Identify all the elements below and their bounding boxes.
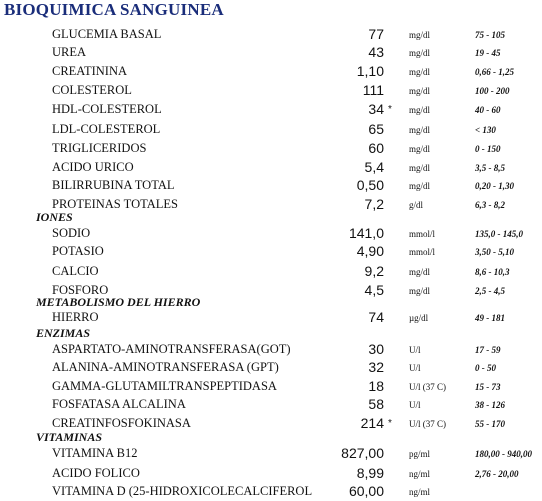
result-row	[0, 81, 542, 99]
test-name: SODIO	[52, 226, 91, 240]
test-unit: mg/dl	[409, 86, 431, 96]
test-value: 34	[368, 101, 384, 117]
section-heading: IONES	[36, 210, 73, 224]
result-row	[0, 100, 542, 118]
result-row	[0, 395, 542, 413]
reference-range: 75 - 105	[475, 30, 505, 40]
test-unit: U/l (37 C)	[409, 382, 446, 392]
reference-range: 15 - 73	[475, 382, 501, 392]
test-unit: U/l	[409, 345, 421, 355]
reference-range: 49 - 181	[475, 313, 505, 323]
test-unit: mg/dl	[409, 67, 431, 77]
result-row	[0, 62, 542, 80]
test-unit: mg/dl	[409, 144, 431, 154]
test-name: LDL-COLESTEROL	[52, 122, 161, 136]
page-title: BIOQUIMICA SANGUINEA	[4, 0, 224, 19]
reference-range: 3,50 - 5,10	[475, 247, 514, 257]
test-name: CREATININA	[52, 64, 127, 78]
result-row	[0, 377, 542, 395]
abnormal-flag: *	[388, 418, 392, 429]
test-unit: pg/ml	[409, 449, 431, 459]
test-value: 4,90	[356, 243, 384, 259]
test-value: 214	[360, 415, 384, 431]
reference-range: 2,5 - 4,5	[475, 286, 505, 296]
test-name: GLUCEMIA BASAL	[52, 27, 162, 41]
test-unit: mg/dl	[409, 125, 431, 135]
test-name: ACIDO URICO	[52, 160, 134, 174]
test-name: CALCIO	[52, 264, 99, 278]
test-unit: U/l (37 C)	[409, 419, 446, 429]
test-unit: mmol/l	[409, 247, 436, 257]
reference-range: 3,5 - 8,5	[475, 163, 505, 173]
test-value: 141,0	[348, 225, 384, 241]
test-name: ALANINA-AMINOTRANSFERASA (GPT)	[52, 360, 279, 374]
test-value: 0,50	[356, 177, 384, 193]
test-name: VITAMINA D (25-HIDROXICOLECALCIFEROL	[52, 484, 313, 498]
test-value: 111	[362, 82, 384, 98]
test-unit: mg/dl	[409, 286, 431, 296]
test-value: 60	[368, 140, 384, 156]
test-value: 4,5	[364, 282, 384, 298]
test-value: 74	[368, 309, 384, 325]
reference-range: 6,3 - 8,2	[475, 200, 505, 210]
reference-range: 17 - 59	[475, 345, 501, 355]
test-name: GAMMA-GLUTAMILTRANSPEPTIDASA	[52, 379, 277, 393]
result-row	[0, 224, 542, 242]
test-unit: mmol/l	[409, 229, 436, 239]
test-value: 18	[368, 378, 384, 394]
test-value: 32	[368, 359, 384, 375]
result-row	[0, 308, 542, 326]
reference-range: 100 - 200	[475, 86, 510, 96]
test-unit: mg/dl	[409, 48, 431, 58]
result-row	[0, 158, 542, 176]
result-row	[0, 176, 542, 194]
test-value: 5,4	[364, 159, 384, 175]
test-unit: ng/ml	[409, 469, 431, 479]
test-unit: U/l	[409, 363, 421, 373]
test-value: 8,99	[356, 465, 384, 481]
result-row	[0, 195, 542, 213]
reference-range: 2,76 - 20,00	[475, 469, 519, 479]
test-name: TRIGLICERIDOS	[52, 141, 147, 155]
test-value: 7,2	[364, 196, 384, 212]
section-heading: METABOLISMO DEL HIERRO	[36, 295, 201, 309]
test-name: FOSFORO	[52, 283, 109, 297]
test-value: 1,10	[356, 63, 384, 79]
result-row	[0, 444, 542, 462]
test-name: HIERRO	[52, 310, 99, 324]
test-unit: mg/dl	[409, 267, 431, 277]
reference-range: 0,20 - 1,30	[475, 181, 514, 191]
reference-range: 38 - 126	[475, 400, 505, 410]
reference-range: 55 - 170	[475, 419, 505, 429]
test-value: 58	[368, 396, 384, 412]
result-row	[0, 120, 542, 138]
test-unit: mg/dl	[409, 105, 431, 115]
test-name: UREA	[52, 45, 87, 59]
test-name: ACIDO FOLICO	[52, 466, 140, 480]
test-value: 43	[368, 44, 384, 60]
test-name: ASPARTATO-AMINOTRANSFERASA(GOT)	[52, 342, 291, 356]
result-row	[0, 482, 542, 500]
result-row	[0, 358, 542, 376]
reference-range: 19 - 45	[475, 48, 501, 58]
test-unit: g/dl	[409, 200, 424, 210]
test-name: VITAMINA B12	[52, 446, 138, 460]
reference-range: 40 - 60	[475, 105, 501, 115]
section-heading: ENZIMAS	[36, 326, 91, 340]
result-row	[0, 43, 542, 61]
reference-range: < 130	[475, 125, 496, 135]
test-unit: mg/dl	[409, 163, 431, 173]
test-name: BILIRRUBINA TOTAL	[52, 178, 175, 192]
test-name: COLESTEROL	[52, 83, 132, 97]
result-row	[0, 139, 542, 157]
test-value: 827,00	[341, 445, 384, 461]
test-unit: mg/dl	[409, 30, 431, 40]
reference-range: 135,0 - 145,0	[475, 229, 523, 239]
abnormal-flag: *	[388, 104, 392, 115]
result-row	[0, 340, 542, 358]
test-name: PROTEINAS TOTALES	[52, 197, 178, 211]
test-name: POTASIO	[52, 244, 104, 258]
result-row	[0, 464, 542, 482]
reference-range: 180,00 - 940,00	[475, 449, 532, 459]
result-row	[0, 242, 542, 260]
test-value: 65	[368, 121, 384, 137]
test-name: CREATINFOSFOKINASA	[52, 416, 191, 430]
test-name: HDL-COLESTEROL	[52, 102, 162, 116]
test-value: 77	[368, 26, 384, 42]
reference-range: 0 - 50	[475, 363, 496, 373]
reference-range: 8,6 - 10,3	[475, 267, 510, 277]
result-row	[0, 262, 542, 280]
reference-range: 0 - 150	[475, 144, 501, 154]
test-unit: µg/dl	[409, 313, 429, 323]
reference-range: 0,66 - 1,25	[475, 67, 514, 77]
test-unit: ng/ml	[409, 487, 431, 497]
test-value: 60,00	[348, 483, 384, 499]
section-heading: VITAMINAS	[36, 430, 103, 444]
test-value: 30	[368, 341, 384, 357]
test-name: FOSFATASA ALCALINA	[52, 397, 186, 411]
result-row	[0, 25, 542, 43]
test-unit: U/l	[409, 400, 421, 410]
test-unit: mg/dl	[409, 181, 431, 191]
test-value: 9,2	[364, 263, 384, 279]
